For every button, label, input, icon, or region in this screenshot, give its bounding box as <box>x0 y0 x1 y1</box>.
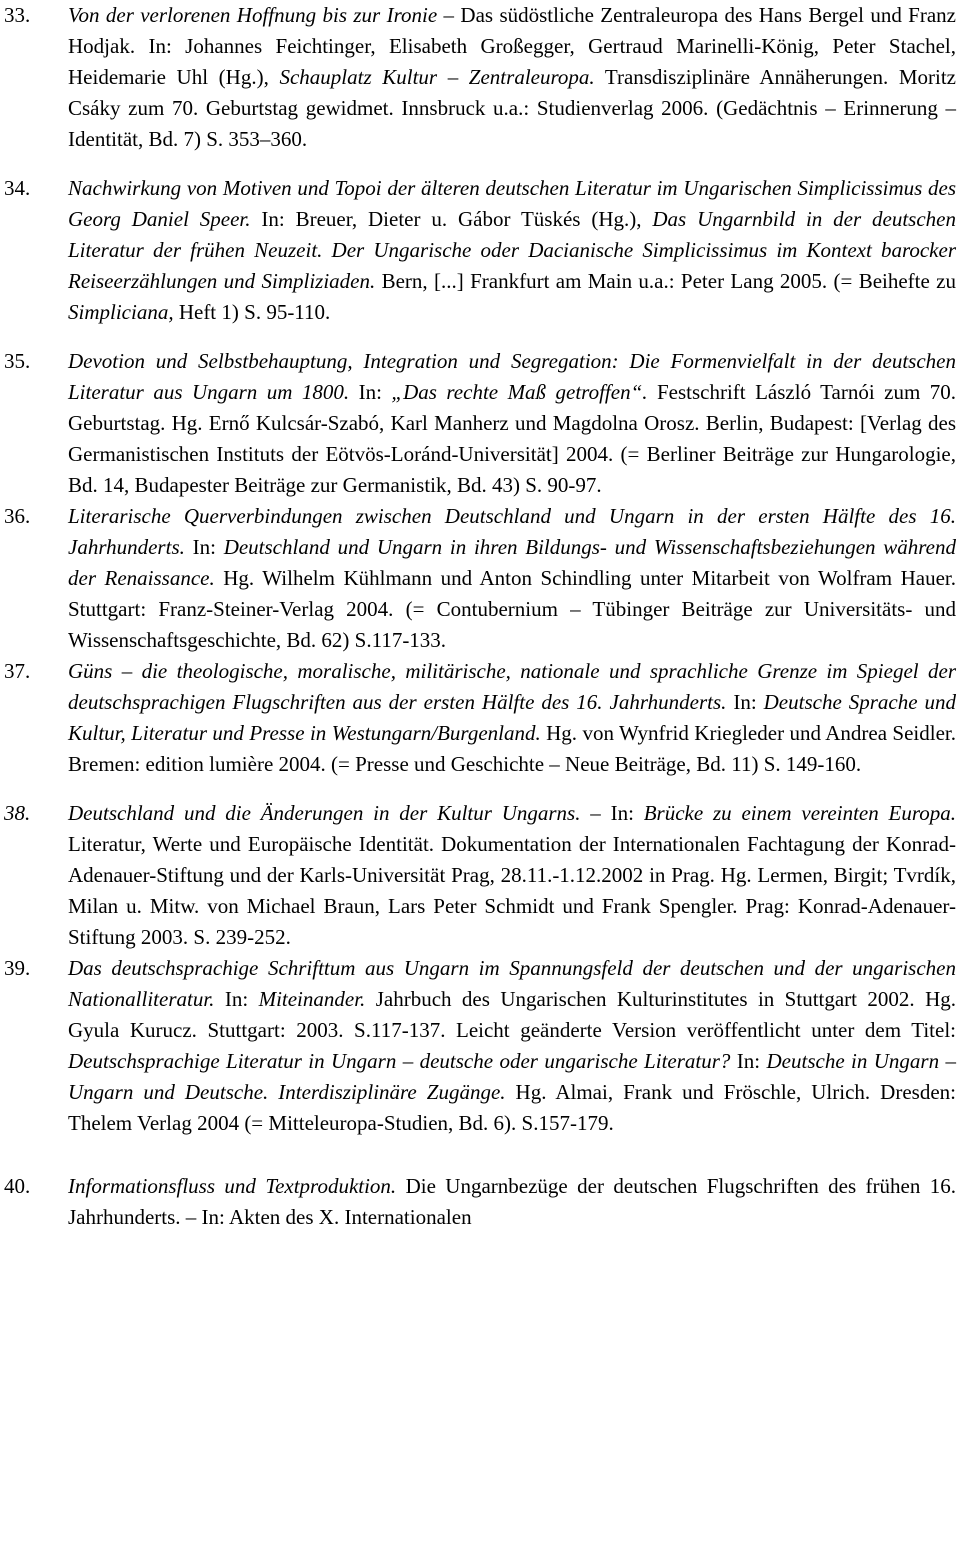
bibliography-entry-38 <box>4 798 956 953</box>
entry-text: Heft 1) S. 95-110. <box>173 300 331 324</box>
entry-text: Hg. von Wynfrid Kriegleder und Andrea Seidler. Bremen: edition lumière 2004. (= Presse und Geschichte – Neue Beiträge, Bd. 11) S. 149-160. <box>68 721 957 776</box>
entry-number: 36. <box>4 504 31 528</box>
entry-series-title: Simpliciana, <box>68 300 174 324</box>
entry-title: Informationsfluss und Textproduktion. <box>68 1174 397 1198</box>
bibliography-entry-35 <box>4 346 956 501</box>
entry-text: In: <box>726 690 764 714</box>
entry-title: Devotion und Selbstbehauptung, Integration und Segregation: Die Formenvielfalt in der deutschen Literatur aus Ungarn um 1800. <box>68 349 956 404</box>
entry-text: – In: <box>580 801 644 825</box>
entry-source-title: Schauplatz Kultur – Zentraleuropa. <box>279 65 595 89</box>
entry-title: Von der verlorenen Hoffnung bis zur Ironie – <box>68 3 461 27</box>
entry-text: Hg. Wilhelm Kühlmann und Anton Schindling unter Mitarbeit von Wolfram Hauer. Stuttgart: Franz-Steiner-Verlag 2004. (= Contubernium – Tübinger Beiträge zur Universitäts- und Wissenschaftsgeschichte, Bd. 62) S.117-133. <box>68 566 956 652</box>
entry-text: In: <box>214 987 259 1011</box>
entry-title: Das deutschsprachige Schrifttum aus Ungarn im Spannungsfeld der deutschen und der ungarischen Nationalliteratur. <box>68 956 956 1011</box>
entry-text: Transdisziplinäre Annäherungen. Moritz Csáky zum 70. Geburtstag gewidmet. Innsbruck u.a.: Studienverlag 2006. (Gedächtnis – Erinnerung – Identität, Bd. 7) S. 353–360. <box>68 65 956 151</box>
entry-text: Festschrift László Tarnói zum 70. Geburtstag. Hg. Ernő Kulcsár-Szabó, Karl Manherz und Magdolna Orosz. Berlin, Budapest: [Verlag des Germanistischen Instituts der Eötvös-Loránd-Universität] 2004. (= Berliner Beiträge zur Hungarologie, Bd. 14, Budapester Beiträge zur Germanistik, Bd. 43) S. 90-97. <box>68 380 957 497</box>
entry-title: Nachwirkung von Motiven und Topoi der älteren deutschen Literatur im Ungarischen Simplicissimus des Georg Daniel Speer. <box>68 176 956 231</box>
entry-number: 39. <box>4 956 31 980</box>
entry-text: In: Breuer, Dieter u. Gábor Tüskés (Hg.), <box>250 207 653 231</box>
entry-text: In: <box>730 1049 767 1073</box>
entry-source-title: Deutsche Sprache und Kultur, Literatur und Presse in Westungarn/Burgenland. <box>68 690 956 745</box>
entry-text: Jahrbuch des Ungarischen Kulturinstitutes in Stuttgart 2002. Hg. Gyula Kurucz. Stuttgart: 2003. S.117-137. Leicht geänderte Version veröffentlicht unter dem Titel: <box>68 987 956 1042</box>
entry-source-title: „Das rechte Maß getroffen“. <box>391 380 648 404</box>
bibliography-entry-34 <box>4 173 956 328</box>
entry-source-title: Miteinander. <box>258 987 366 1011</box>
entry-number: 33. <box>4 3 31 27</box>
bibliography-entry-33 <box>4 0 956 155</box>
bibliography-entry-40 <box>4 1171 956 1233</box>
entry-text: Die Ungarnbezüge der deutschen Flugschriften des frühen 16. Jahrhunderts. – In: Akten des X. Internationalen <box>68 1174 956 1229</box>
entry-text: Das südöstliche Zentraleuropa des Hans Bergel und Franz Hodjak. In: Johannes Feichtinger, Elisabeth Großegger, Gertraud Marinelli-König, Peter Stachel, Heidemarie Uhl (Hg.), <box>68 3 957 89</box>
bibliography-entry-36 <box>4 501 956 656</box>
entry-source-title: Deutsche in Ungarn – Ungarn und Deutsche. Interdisziplinäre Zugänge. <box>68 1049 956 1104</box>
entry-text: Literatur, Werte und Europäische Identität. Dokumentation der Internationalen Fachtagung der Konrad-Adenauer-Stiftung und der Karls-Universität Prag, 28.11.-1.12.2002 in Prag. Hg. Lermen, Birgit; Tvrdík, Milan u. Mitw. von Michael Braun, Lars Peter Schmidt und Frank Spengler. Prag: Konrad-Adenauer-Stiftung 2003. S. 239-252. <box>68 832 956 949</box>
entry-text: In: <box>349 380 392 404</box>
entry-title: Deutschland und die Änderungen in der Kultur Ungarns. <box>68 801 581 825</box>
entry-text: Bern, [...] Frankfurt am Main u.a.: Peter Lang 2005. (= Beihefte zu <box>375 269 956 293</box>
entry-title: Güns – die theologische, moralische, militärische, nationale und sprachliche Grenze im Spiegel der deutschsprachigen Flugschriften aus der ersten Hälfte des 16. Jahrhunderts. <box>68 659 956 714</box>
entry-source-title: Deutschland und Ungarn in ihren Bildungs- und Wissenschaftsbeziehungen während der Renaissance. <box>68 535 957 590</box>
entry-number: 40. <box>4 1174 31 1198</box>
entry-text: Hg. Almai, Frank und Fröschle, Ulrich. Dresden: Thelem Verlag 2004 (= Mitteleuropa-Studien, Bd. 6). S.157-179. <box>68 1080 956 1135</box>
bibliography-entry-37 <box>4 656 956 780</box>
entry-number: 37. <box>4 659 31 683</box>
entry-alt-title: Deutschsprachige Literatur in Ungarn – deutsche oder ungarische Literatur? <box>68 1049 731 1073</box>
entry-number: 35. <box>4 349 31 373</box>
entry-number: 38. <box>4 801 31 825</box>
entry-text: In: <box>184 535 224 559</box>
entry-title: Literarische Querverbindungen zwischen Deutschland und Ungarn in der ersten Hälfte des 16. Jahrhunderts. <box>68 504 956 559</box>
entry-source-title: Das Ungarnbild in der deutschen Literatur der frühen Neuzeit. Der Ungarische oder Dacianische Simplicissimus im Kontext barocker Reiseerzählungen und Simpliziaden. <box>68 207 956 293</box>
entry-source-title: Brücke zu einem vereinten Europa. <box>643 801 957 825</box>
bibliography-entry-39 <box>4 953 956 1139</box>
entry-number: 34. <box>4 176 31 200</box>
